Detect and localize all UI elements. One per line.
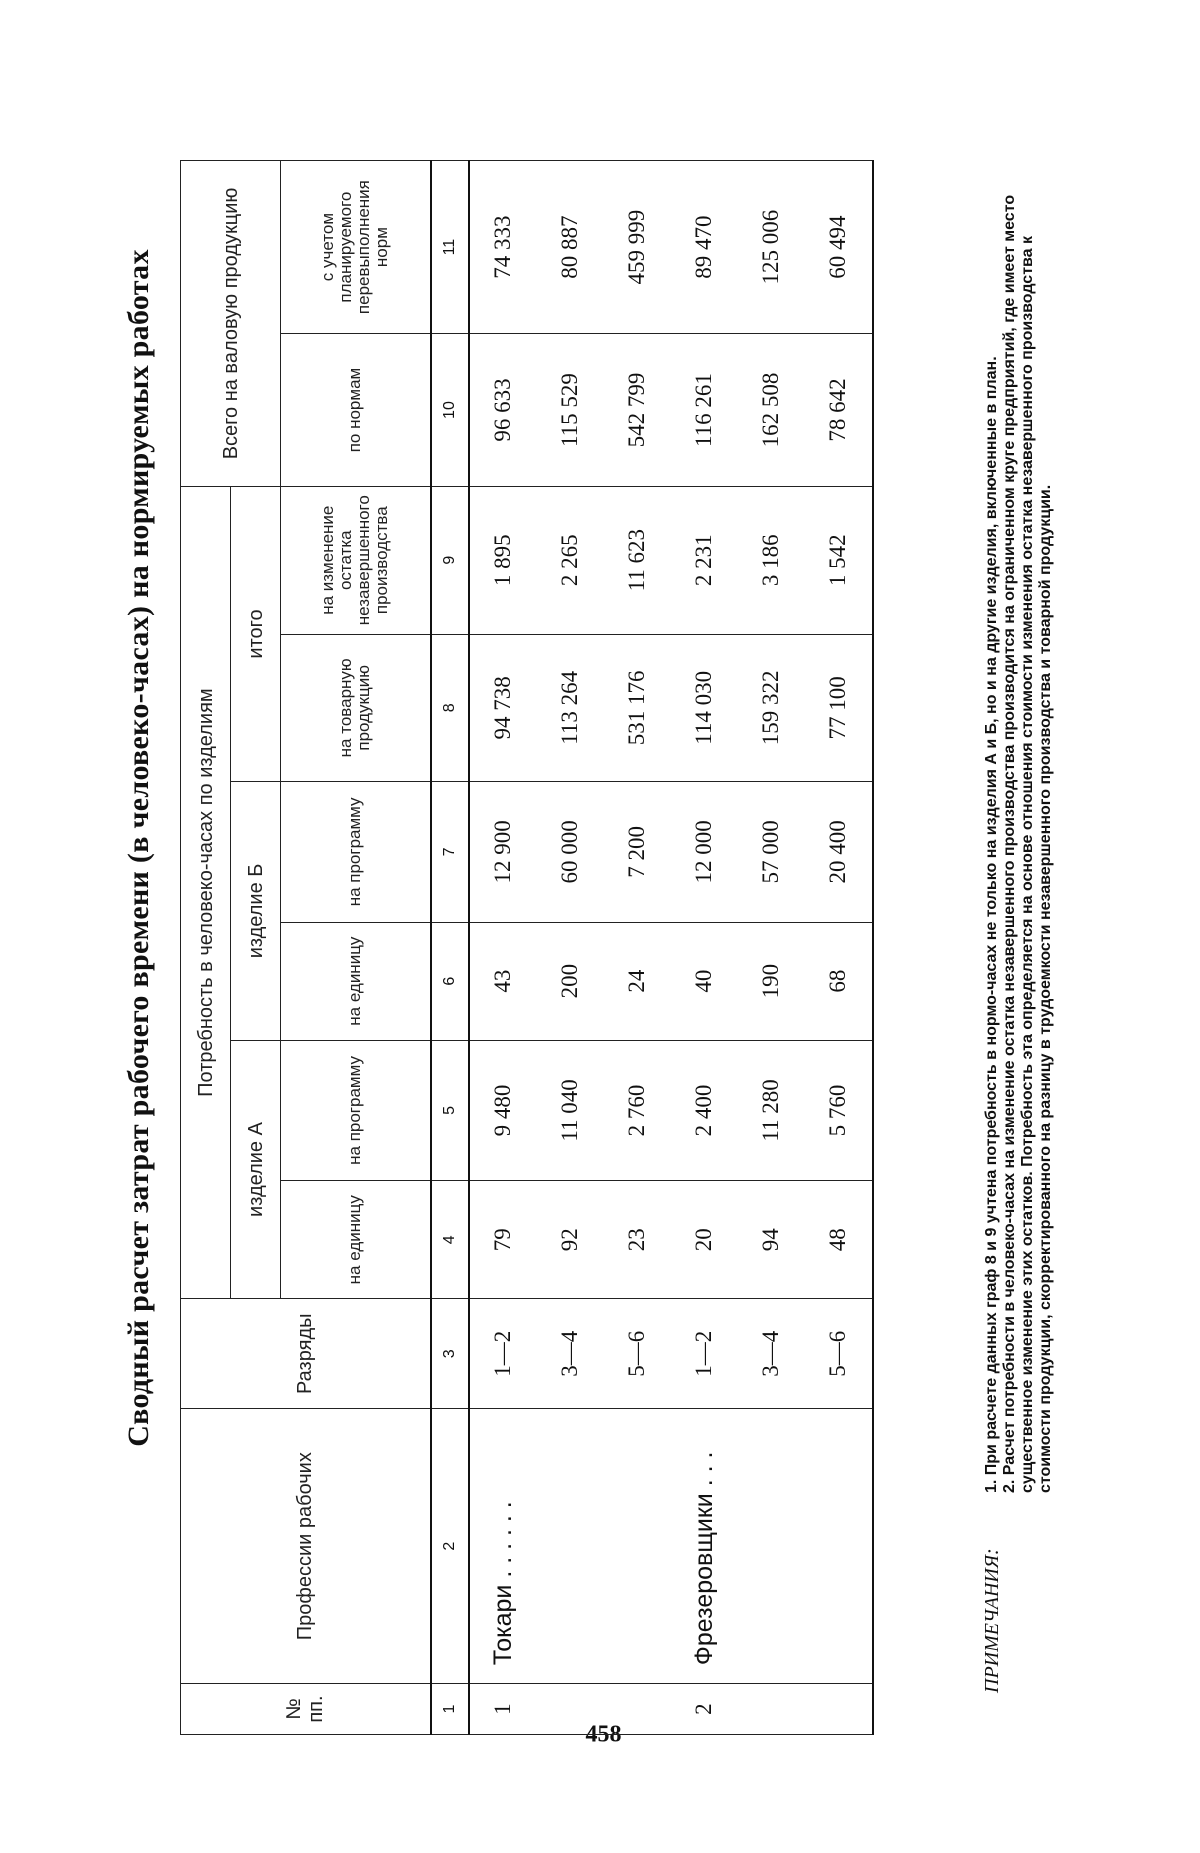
row-adjusted: 459 999 bbox=[604, 161, 671, 334]
row-profession bbox=[738, 1409, 805, 1684]
row-number bbox=[537, 1684, 604, 1735]
row-b-per-unit: 43 bbox=[469, 922, 537, 1040]
header-by-norms: по нормам bbox=[281, 334, 431, 487]
col-number: 6 bbox=[431, 922, 469, 1040]
row-commodity: 77 100 bbox=[805, 634, 873, 782]
row-number: 1 bbox=[469, 1684, 537, 1735]
col-number: 10 bbox=[431, 334, 469, 487]
header-total: итого bbox=[231, 486, 281, 781]
table-row bbox=[469, 161, 537, 1735]
header-b-per-program: на программу bbox=[281, 782, 431, 922]
header-product-a: изделие А bbox=[231, 1040, 281, 1299]
row-b-per-unit: 68 bbox=[805, 922, 873, 1040]
row-grade: 5—6 bbox=[805, 1299, 873, 1409]
row-b-per-program: 12 000 bbox=[671, 782, 738, 922]
note-item: 2. Расчет потребности в человеко-часах на изменение остатка незавершенного производства производится на ограниченном круге предприятий, где имеет место существенное изменение этих остатков. Потребность эта определяется на основе отношения стоимости изменения остатка незавершенного производства к стоимости продукции, скорректированного на разницу в трудоемкости незавершенного производства и товарной продукции. bbox=[1001, 194, 1054, 1493]
row-b-per-program: 20 400 bbox=[805, 782, 873, 922]
row-grade: 5—6 bbox=[604, 1299, 671, 1409]
header-a-per-program: на программу bbox=[281, 1040, 431, 1180]
row-a-per-unit: 92 bbox=[537, 1181, 604, 1299]
table-row bbox=[604, 161, 671, 1735]
col-number: 2 bbox=[431, 1409, 469, 1684]
row-a-per-program: 11 040 bbox=[537, 1040, 604, 1180]
row-by-norms: 115 529 bbox=[537, 334, 604, 487]
row-b-per-unit: 24 bbox=[604, 922, 671, 1040]
row-grade: 3—4 bbox=[738, 1299, 805, 1409]
header-need-group: Потребность в человеко-часах по изделиям bbox=[181, 486, 231, 1298]
row-number: 2 bbox=[671, 1684, 738, 1735]
header-a-per-unit: на единицу bbox=[281, 1181, 431, 1299]
row-profession: Фрезеровщики . . . bbox=[671, 1409, 738, 1684]
row-by-norms: 162 508 bbox=[738, 334, 805, 487]
row-b-per-program: 60 000 bbox=[537, 782, 604, 922]
header-product-b: изделие Б bbox=[231, 782, 281, 1041]
row-a-per-unit: 48 bbox=[805, 1181, 873, 1299]
header-grades: Разряды bbox=[181, 1299, 431, 1409]
row-by-norms: 78 642 bbox=[805, 334, 873, 487]
col-number: 9 bbox=[431, 486, 469, 634]
row-a-per-unit: 94 bbox=[738, 1181, 805, 1299]
row-b-per-unit: 40 bbox=[671, 922, 738, 1040]
row-profession bbox=[805, 1409, 873, 1684]
row-wip-change: 11 623 bbox=[604, 486, 671, 634]
note-item: 1. При расчете данных граф 8 и 9 учтена потребность в нормо-часах не только на изделия А и Б, но и на другие изделия, включенные в план. bbox=[983, 356, 1000, 1493]
header-num: № пп. bbox=[181, 1684, 431, 1735]
header-b-per-unit: на единицу bbox=[281, 922, 431, 1040]
col-number: 5 bbox=[431, 1040, 469, 1180]
row-a-per-unit: 20 bbox=[671, 1181, 738, 1299]
row-a-per-program: 2 760 bbox=[604, 1040, 671, 1180]
table-row bbox=[671, 161, 738, 1735]
row-b-per-unit: 200 bbox=[537, 922, 604, 1040]
row-grade: 1—2 bbox=[469, 1299, 537, 1409]
col-number: 3 bbox=[431, 1299, 469, 1409]
row-by-norms: 96 633 bbox=[469, 334, 537, 487]
table-row bbox=[537, 161, 604, 1735]
page-number: 458 bbox=[585, 1721, 622, 1748]
row-by-norms: 116 261 bbox=[671, 334, 738, 487]
row-b-per-program: 12 900 bbox=[469, 782, 537, 922]
column-number-row bbox=[431, 161, 469, 1735]
row-commodity: 531 176 bbox=[604, 634, 671, 782]
col-number: 1 bbox=[431, 1684, 469, 1735]
row-profession bbox=[537, 1409, 604, 1684]
row-a-per-unit: 23 bbox=[604, 1181, 671, 1299]
row-commodity: 113 264 bbox=[537, 634, 604, 782]
row-commodity: 94 738 bbox=[469, 634, 537, 782]
row-adjusted: 80 887 bbox=[537, 161, 604, 334]
col-number: 8 bbox=[431, 634, 469, 782]
header-gross-total: Всего на валовую продукцию bbox=[181, 161, 281, 487]
row-grade: 3—4 bbox=[537, 1299, 604, 1409]
row-adjusted: 74 333 bbox=[469, 161, 537, 334]
col-number: 4 bbox=[431, 1181, 469, 1299]
header-per-wip-change: на изменение остатка незавершенного производства bbox=[281, 486, 431, 634]
row-adjusted: 89 470 bbox=[671, 161, 738, 334]
row-a-per-program: 9 480 bbox=[469, 1040, 537, 1180]
header-profession: Профессии рабочих bbox=[181, 1409, 431, 1684]
header-with-overfulfillment: с учетом планируемого перевыполнения норм bbox=[281, 161, 431, 334]
row-grade: 1—2 bbox=[671, 1299, 738, 1409]
row-b-per-program: 57 000 bbox=[738, 782, 805, 922]
row-b-per-program: 7 200 bbox=[604, 782, 671, 922]
row-number bbox=[738, 1684, 805, 1735]
row-wip-change: 2 231 bbox=[671, 486, 738, 634]
labor-time-table bbox=[180, 160, 874, 1735]
notes-section bbox=[983, 153, 1055, 1693]
row-wip-change: 1 895 bbox=[469, 486, 537, 634]
row-wip-change: 2 265 bbox=[537, 486, 604, 634]
notes-label: ПРИМЕЧАНИЯ: bbox=[981, 1548, 1003, 1693]
table-row bbox=[738, 161, 805, 1735]
row-adjusted: 125 006 bbox=[738, 161, 805, 334]
row-b-per-unit: 190 bbox=[738, 922, 805, 1040]
row-a-per-program: 5 760 bbox=[805, 1040, 873, 1180]
row-commodity: 159 322 bbox=[738, 634, 805, 782]
table-row bbox=[805, 161, 873, 1735]
row-number bbox=[805, 1684, 873, 1735]
row-profession bbox=[604, 1409, 671, 1684]
row-profession: Токари . . . . . . bbox=[469, 1409, 537, 1684]
row-adjusted: 60 494 bbox=[805, 161, 873, 334]
row-number bbox=[604, 1684, 671, 1735]
row-a-per-program: 2 400 bbox=[671, 1040, 738, 1180]
row-wip-change: 1 542 bbox=[805, 486, 873, 634]
col-number: 7 bbox=[431, 782, 469, 922]
header-per-commodity: на товарную продукцию bbox=[281, 634, 431, 782]
row-a-per-unit: 79 bbox=[469, 1181, 537, 1299]
row-by-norms: 542 799 bbox=[604, 334, 671, 487]
row-wip-change: 3 186 bbox=[738, 486, 805, 634]
page-title: Сводный расчет затрат рабочего времени (в человеко-часах) на нормируемых работах bbox=[122, 249, 155, 1447]
col-number: 11 bbox=[431, 161, 469, 334]
row-a-per-program: 11 280 bbox=[738, 1040, 805, 1180]
row-commodity: 114 030 bbox=[671, 634, 738, 782]
